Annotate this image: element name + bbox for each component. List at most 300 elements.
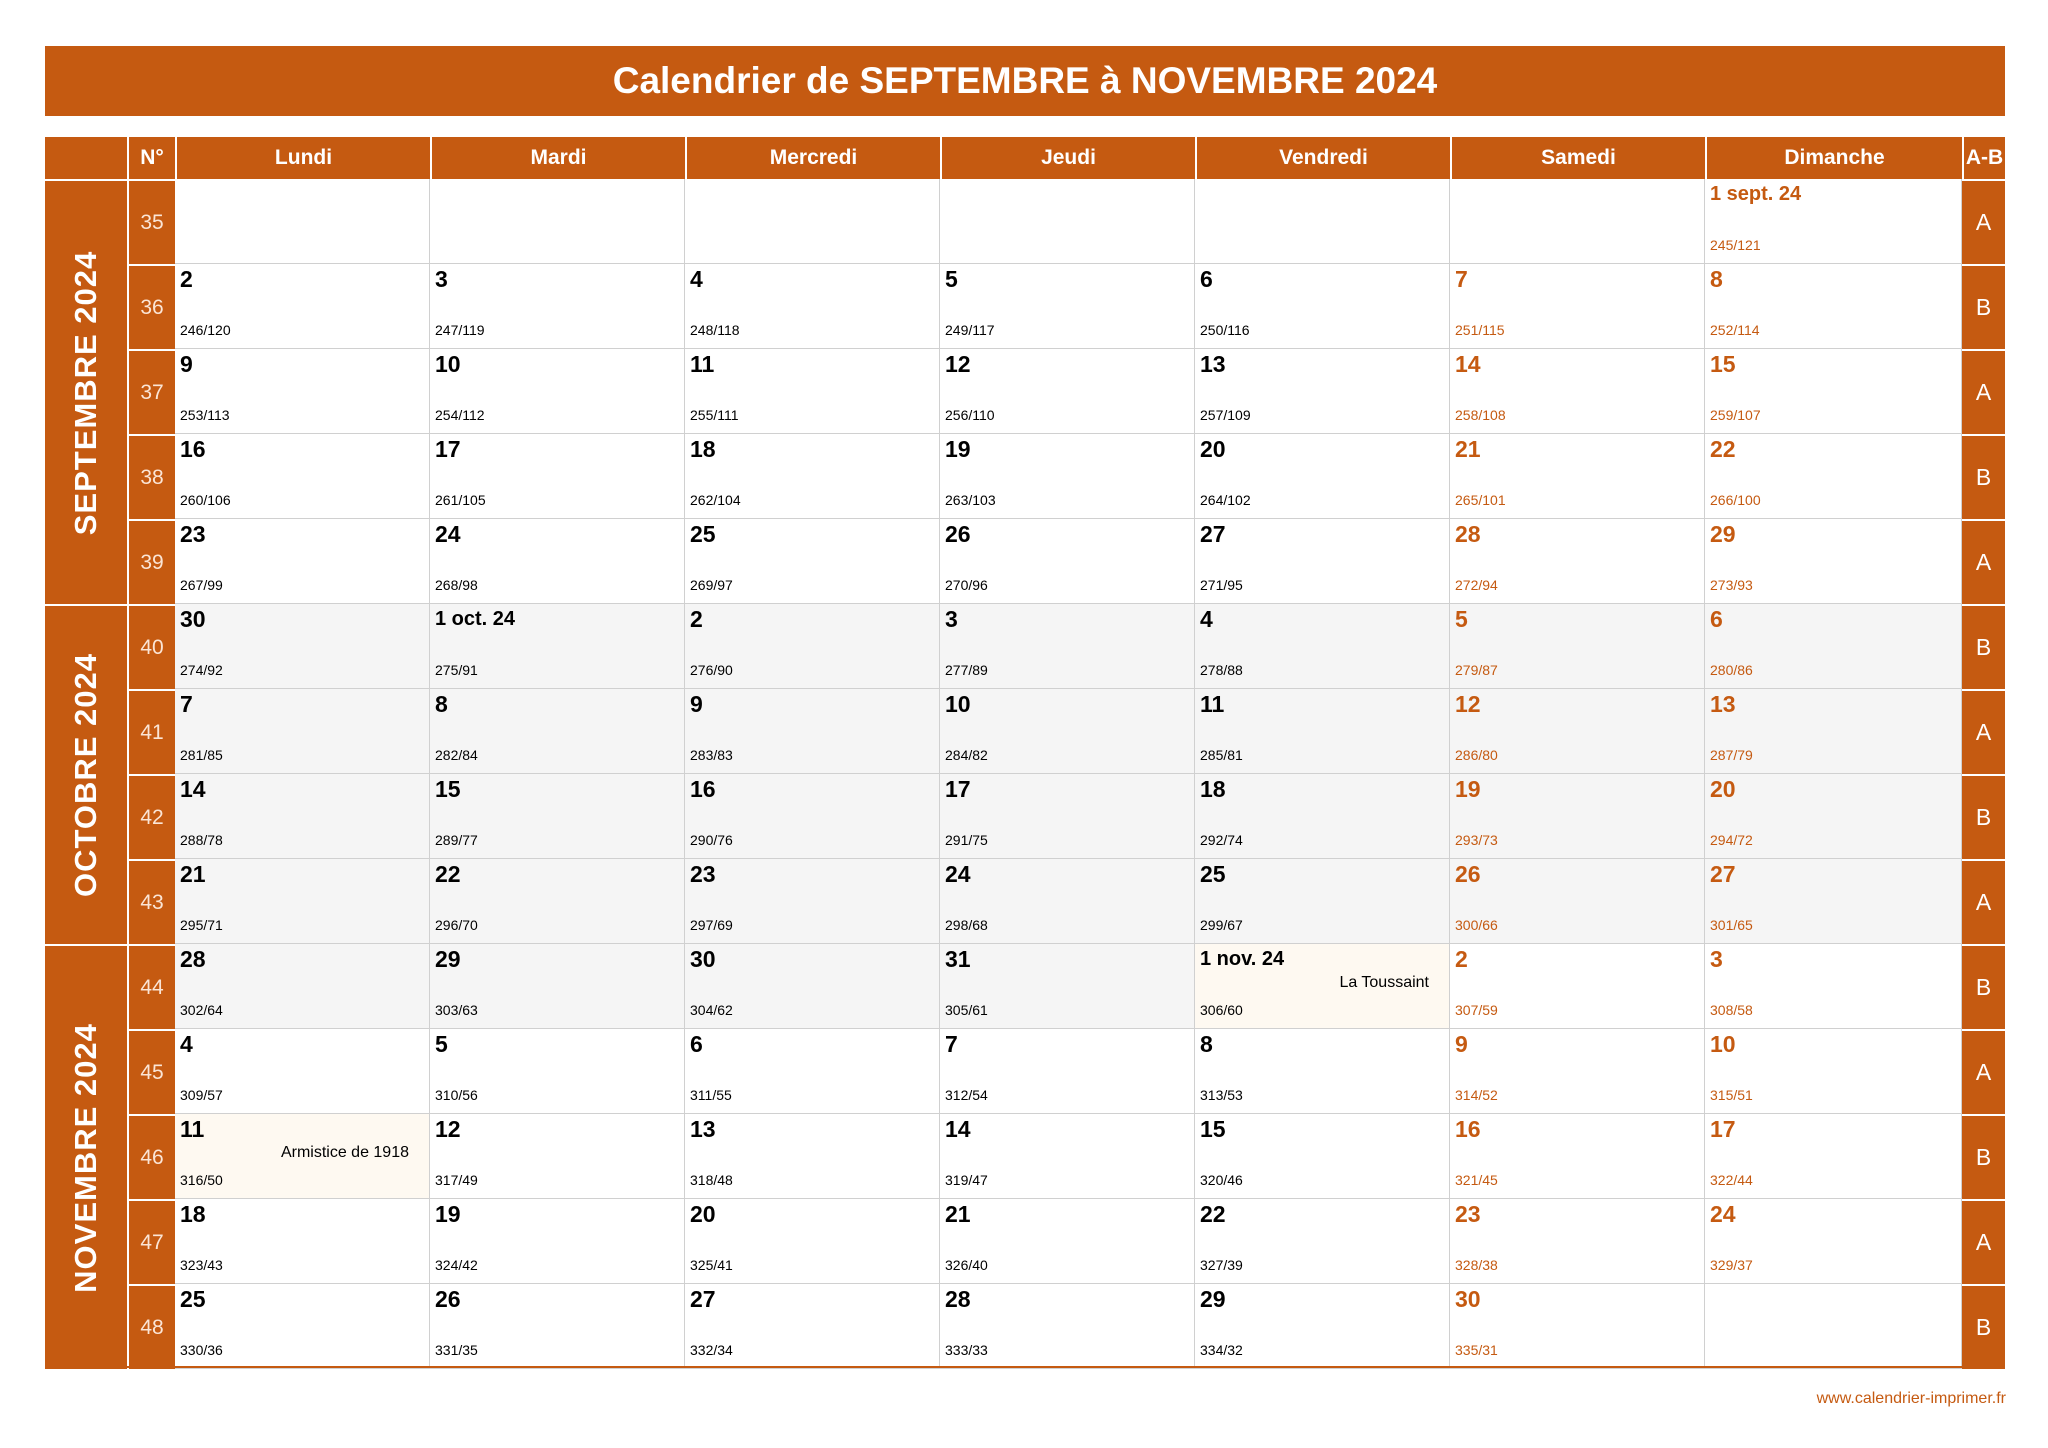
day-cell[interactable] — [1195, 944, 1450, 1029]
day-cell[interactable] — [175, 519, 430, 604]
day-cell[interactable] — [430, 1029, 685, 1114]
day-of-year: 248/118 — [690, 322, 740, 338]
day-cell[interactable] — [940, 1199, 1195, 1284]
day-number: 9 — [180, 351, 193, 377]
day-number: 14 — [1455, 351, 1481, 377]
day-cell[interactable] — [1705, 604, 1962, 689]
day-number: 24 — [945, 861, 971, 887]
day-of-year: 259/107 — [1710, 407, 1761, 423]
day-number: 1 oct. 24 — [435, 608, 516, 630]
day-number: 17 — [945, 776, 971, 802]
week-number: 40 — [127, 604, 175, 689]
day-of-year: 303/63 — [435, 1002, 478, 1018]
day-cell[interactable] — [940, 604, 1195, 689]
day-number: 31 — [945, 946, 971, 972]
day-number: 22 — [1710, 436, 1736, 462]
month-band — [45, 604, 127, 944]
day-number: 9 — [1455, 1031, 1468, 1057]
week-number: 47 — [127, 1199, 175, 1284]
day-number: 15 — [1710, 351, 1736, 377]
ab-week-label: B — [1962, 774, 2005, 859]
ab-week-label: B — [1962, 604, 2005, 689]
day-cell[interactable] — [940, 349, 1195, 434]
day-of-year: 335/31 — [1455, 1342, 1498, 1358]
day-cell[interactable] — [430, 1114, 685, 1199]
day-of-year: 304/62 — [690, 1002, 733, 1018]
day-cell[interactable] — [1705, 349, 1962, 434]
day-number: 19 — [1455, 776, 1481, 802]
day-number: 29 — [1710, 521, 1736, 547]
day-of-year: 261/105 — [435, 492, 486, 508]
day-of-year: 285/81 — [1200, 747, 1243, 763]
day-number: 25 — [690, 521, 716, 547]
day-of-year: 313/53 — [1200, 1087, 1243, 1103]
day-number: 5 — [945, 266, 958, 292]
day-number: 26 — [435, 1286, 461, 1312]
ab-week-label: A — [1962, 859, 2005, 944]
day-cell[interactable] — [940, 859, 1195, 944]
day-of-year: 258/108 — [1455, 407, 1506, 423]
day-number: 6 — [1200, 266, 1213, 292]
day-cell[interactable] — [1195, 774, 1450, 859]
day-cell[interactable] — [430, 264, 685, 349]
day-cell[interactable] — [1450, 519, 1705, 604]
day-number: 12 — [945, 351, 971, 377]
ab-week-label: B — [1962, 264, 2005, 349]
day-cell[interactable] — [1450, 264, 1705, 349]
day-number: 8 — [1200, 1031, 1213, 1057]
day-number: 24 — [1710, 1201, 1736, 1227]
day-number: 2 — [180, 266, 193, 292]
day-cell[interactable] — [175, 1029, 430, 1114]
day-number: 4 — [180, 1031, 193, 1057]
day-cell[interactable] — [175, 1114, 430, 1199]
day-number: 11 — [1200, 691, 1225, 717]
day-number: 2 — [690, 606, 703, 632]
day-number: 30 — [690, 946, 716, 972]
day-of-year: 315/51 — [1710, 1087, 1753, 1103]
day-number: 7 — [1455, 266, 1468, 292]
day-of-year: 317/49 — [435, 1172, 478, 1188]
day-number: 9 — [690, 691, 703, 717]
day-number: 30 — [180, 606, 206, 632]
day-of-year: 251/115 — [1455, 322, 1505, 338]
day-cell[interactable] — [1195, 434, 1450, 519]
header-corner — [45, 137, 127, 179]
day-number: 28 — [1455, 521, 1481, 547]
day-number: 2 — [1455, 946, 1468, 972]
week-number: 48 — [127, 1284, 175, 1369]
day-number: 4 — [690, 266, 703, 292]
day-number: 28 — [180, 946, 206, 972]
day-cell[interactable] — [685, 604, 940, 689]
day-of-year: 305/61 — [945, 1002, 988, 1018]
day-of-year: 281/85 — [180, 747, 223, 763]
ab-week-label: A — [1962, 349, 2005, 434]
day-of-year: 274/92 — [180, 662, 223, 678]
day-cell[interactable] — [175, 1199, 430, 1284]
day-cell[interactable] — [1450, 1114, 1705, 1199]
day-of-year: 302/64 — [180, 1002, 223, 1018]
day-of-year: 293/73 — [1455, 832, 1498, 848]
day-cell[interactable] — [685, 1029, 940, 1114]
empty-day-cell — [940, 179, 1195, 264]
day-cell[interactable] — [1450, 349, 1705, 434]
day-of-year: 331/35 — [435, 1342, 478, 1358]
empty-day-cell — [1450, 179, 1705, 264]
day-of-year: 252/114 — [1710, 322, 1760, 338]
day-cell[interactable] — [430, 604, 685, 689]
day-cell[interactable] — [1705, 179, 1962, 264]
day-of-year: 316/50 — [180, 1172, 223, 1188]
day-number: 27 — [1710, 861, 1736, 887]
week-number: 41 — [127, 689, 175, 774]
day-cell[interactable] — [1450, 689, 1705, 774]
day-number: 28 — [945, 1286, 971, 1312]
day-number: 26 — [945, 521, 971, 547]
day-of-year: 327/39 — [1200, 1257, 1243, 1273]
day-cell[interactable] — [940, 1114, 1195, 1199]
day-number: 16 — [180, 436, 206, 462]
day-cell[interactable] — [430, 774, 685, 859]
day-number: 8 — [435, 691, 448, 717]
day-number: 8 — [1710, 266, 1723, 292]
day-cell[interactable] — [940, 264, 1195, 349]
day-of-year: 291/75 — [945, 832, 988, 848]
header-ab: A-B — [1962, 137, 2005, 179]
day-of-year: 332/34 — [690, 1342, 733, 1358]
day-cell[interactable] — [1705, 434, 1962, 519]
day-cell[interactable] — [940, 519, 1195, 604]
day-cell[interactable] — [1705, 944, 1962, 1029]
ab-week-label: A — [1962, 689, 2005, 774]
month-band — [45, 944, 127, 1369]
day-cell[interactable] — [1450, 604, 1705, 689]
day-cell[interactable] — [685, 859, 940, 944]
day-of-year: 278/88 — [1200, 662, 1243, 678]
day-of-year: 321/45 — [1455, 1172, 1498, 1188]
day-of-year: 322/44 — [1710, 1172, 1753, 1188]
day-number: 7 — [945, 1031, 958, 1057]
day-of-year: 297/69 — [690, 917, 733, 933]
day-number: 17 — [1710, 1116, 1736, 1142]
day-cell[interactable] — [685, 519, 940, 604]
week-number: 37 — [127, 349, 175, 434]
day-cell[interactable] — [1195, 349, 1450, 434]
day-cell[interactable] — [685, 349, 940, 434]
day-of-year: 247/119 — [435, 322, 485, 338]
day-of-year: 253/113 — [180, 407, 230, 423]
day-number: 10 — [945, 691, 971, 717]
ab-week-label: A — [1962, 1029, 2005, 1114]
day-cell[interactable] — [940, 1029, 1195, 1114]
empty-day-cell — [685, 179, 940, 264]
day-of-year: 292/74 — [1200, 832, 1243, 848]
day-number: 5 — [435, 1031, 448, 1057]
day-of-year: 299/67 — [1200, 917, 1243, 933]
day-of-year: 300/66 — [1455, 917, 1498, 933]
day-cell[interactable] — [1450, 944, 1705, 1029]
day-cell[interactable] — [430, 434, 685, 519]
day-number: 13 — [1200, 351, 1226, 377]
day-number: 23 — [1455, 1201, 1481, 1227]
day-cell[interactable] — [1705, 689, 1962, 774]
day-cell[interactable] — [175, 434, 430, 519]
day-of-year: 312/54 — [945, 1087, 988, 1103]
week-number: 45 — [127, 1029, 175, 1114]
day-cell[interactable] — [940, 1284, 1195, 1369]
day-of-year: 329/37 — [1710, 1257, 1753, 1273]
day-cell[interactable] — [1705, 519, 1962, 604]
day-of-year: 319/47 — [945, 1172, 988, 1188]
day-of-year: 309/57 — [180, 1087, 223, 1103]
day-cell[interactable] — [1195, 264, 1450, 349]
day-cell[interactable] — [1195, 519, 1450, 604]
day-cell[interactable] — [1195, 689, 1450, 774]
day-cell[interactable] — [1195, 1284, 1450, 1369]
day-number: 13 — [690, 1116, 716, 1142]
day-number: 19 — [435, 1201, 461, 1227]
day-cell[interactable] — [685, 434, 940, 519]
day-of-year: 257/109 — [1200, 407, 1251, 423]
header-day-thursday: Jeudi — [940, 137, 1195, 179]
day-of-year: 333/33 — [945, 1342, 988, 1358]
day-number: 11 — [180, 1116, 205, 1142]
day-of-year: 287/79 — [1710, 747, 1753, 763]
day-number: 10 — [435, 351, 461, 377]
ab-week-label: B — [1962, 434, 2005, 519]
day-cell[interactable] — [685, 264, 940, 349]
day-of-year: 334/32 — [1200, 1342, 1243, 1358]
day-of-year: 246/120 — [180, 322, 231, 338]
day-cell[interactable] — [175, 264, 430, 349]
day-cell[interactable] — [940, 774, 1195, 859]
header-day-sunday: Dimanche — [1705, 137, 1962, 179]
month-band — [45, 179, 127, 604]
day-of-year: 308/58 — [1710, 1002, 1753, 1018]
day-of-year: 269/97 — [690, 577, 733, 593]
day-cell[interactable] — [1705, 774, 1962, 859]
day-of-year: 277/89 — [945, 662, 988, 678]
day-cell[interactable] — [685, 1199, 940, 1284]
day-of-year: 298/68 — [945, 917, 988, 933]
day-cell[interactable] — [1450, 1029, 1705, 1114]
day-cell[interactable] — [430, 859, 685, 944]
day-number: 12 — [435, 1116, 461, 1142]
day-cell[interactable] — [685, 1114, 940, 1199]
day-of-year: 310/56 — [435, 1087, 478, 1103]
empty-day-cell — [175, 179, 430, 264]
day-of-year: 279/87 — [1455, 662, 1498, 678]
day-number: 15 — [435, 776, 461, 802]
day-cell[interactable] — [1195, 604, 1450, 689]
day-of-year: 272/94 — [1455, 577, 1498, 593]
ab-week-label: B — [1962, 944, 2005, 1029]
day-number: 25 — [1200, 861, 1226, 887]
day-number: 20 — [690, 1201, 716, 1227]
day-number: 18 — [1200, 776, 1226, 802]
day-number: 24 — [435, 521, 461, 547]
day-cell[interactable] — [1450, 1284, 1705, 1369]
day-cell[interactable] — [1450, 1199, 1705, 1284]
week-number: 35 — [127, 179, 175, 264]
day-of-year: 286/80 — [1455, 747, 1498, 763]
day-of-year: 275/91 — [435, 662, 478, 678]
day-cell[interactable] — [685, 774, 940, 859]
day-of-year: 262/104 — [690, 492, 741, 508]
week-number: 36 — [127, 264, 175, 349]
day-cell[interactable] — [175, 1284, 430, 1369]
ab-week-label: A — [1962, 179, 2005, 264]
day-of-year: 288/78 — [180, 832, 223, 848]
day-cell[interactable] — [685, 689, 940, 774]
day-cell[interactable] — [175, 349, 430, 434]
day-number: 25 — [180, 1286, 206, 1312]
day-cell[interactable] — [1195, 1029, 1450, 1114]
day-cell[interactable] — [1705, 264, 1962, 349]
day-number: 4 — [1200, 606, 1213, 632]
day-number: 5 — [1455, 606, 1468, 632]
day-cell[interactable] — [1705, 1114, 1962, 1199]
day-cell[interactable] — [685, 1284, 940, 1369]
day-of-year: 254/112 — [435, 407, 485, 423]
day-number: 13 — [1710, 691, 1736, 717]
header-day-tuesday: Mardi — [430, 137, 685, 179]
day-number: 16 — [1455, 1116, 1481, 1142]
day-cell[interactable] — [1450, 859, 1705, 944]
day-cell[interactable] — [175, 604, 430, 689]
day-of-year: 265/101 — [1455, 492, 1506, 508]
day-of-year: 289/77 — [435, 832, 478, 848]
day-cell[interactable] — [1450, 774, 1705, 859]
day-cell[interactable] — [430, 519, 685, 604]
day-number: 15 — [1200, 1116, 1226, 1142]
day-cell[interactable] — [1450, 434, 1705, 519]
day-cell[interactable] — [430, 689, 685, 774]
day-number: 14 — [945, 1116, 971, 1142]
day-number: 21 — [1455, 436, 1481, 462]
day-of-year: 282/84 — [435, 747, 478, 763]
day-of-year: 328/38 — [1455, 1257, 1498, 1273]
day-of-year: 249/117 — [945, 322, 995, 338]
week-number: 38 — [127, 434, 175, 519]
day-number: 19 — [945, 436, 971, 462]
header-day-monday: Lundi — [175, 137, 430, 179]
day-number: 26 — [1455, 861, 1481, 887]
day-of-year: 260/106 — [180, 492, 231, 508]
day-number: 17 — [435, 436, 461, 462]
day-cell[interactable] — [430, 1199, 685, 1284]
day-of-year: 273/93 — [1710, 577, 1753, 593]
week-number: 39 — [127, 519, 175, 604]
day-of-year: 306/60 — [1200, 1002, 1243, 1018]
day-cell[interactable] — [430, 1284, 685, 1369]
day-of-year: 324/42 — [435, 1257, 478, 1273]
day-cell[interactable] — [175, 689, 430, 774]
day-of-year: 326/40 — [945, 1257, 988, 1273]
week-number: 43 — [127, 859, 175, 944]
day-number: 29 — [435, 946, 461, 972]
day-of-year: 323/43 — [180, 1257, 223, 1273]
day-cell[interactable] — [1195, 1199, 1450, 1284]
day-cell[interactable] — [940, 944, 1195, 1029]
day-cell[interactable] — [430, 944, 685, 1029]
day-of-year: 294/72 — [1710, 832, 1753, 848]
day-number: 20 — [1200, 436, 1226, 462]
day-of-year: 276/90 — [690, 662, 733, 678]
day-number: 1 sept. 24 — [1710, 183, 1802, 205]
day-of-year: 266/100 — [1710, 492, 1761, 508]
holiday-label: Armistice de 1918 — [280, 1144, 409, 1161]
day-cell[interactable] — [1195, 1114, 1450, 1199]
day-cell[interactable] — [940, 434, 1195, 519]
day-number: 10 — [1710, 1031, 1736, 1057]
day-cell[interactable] — [940, 689, 1195, 774]
day-number: 23 — [180, 521, 206, 547]
day-number: 22 — [435, 861, 461, 887]
day-of-year: 280/86 — [1710, 662, 1753, 678]
ab-week-label: B — [1962, 1284, 2005, 1369]
day-of-year: 301/65 — [1710, 917, 1753, 933]
footer-url[interactable]: www.calendrier-imprimer.fr — [1816, 1390, 2006, 1407]
day-of-year: 264/102 — [1200, 492, 1251, 508]
header-week-number: N° — [127, 137, 175, 179]
day-number: 6 — [690, 1031, 703, 1057]
day-number: 20 — [1710, 776, 1736, 802]
day-of-year: 255/111 — [690, 407, 739, 423]
week-number: 44 — [127, 944, 175, 1029]
day-cell[interactable] — [430, 349, 685, 434]
day-number: 29 — [1200, 1286, 1226, 1312]
day-cell[interactable] — [1705, 859, 1962, 944]
day-number: 1 nov. 24 — [1200, 948, 1285, 970]
day-number: 7 — [180, 691, 193, 717]
month-label: SEPTEMBRE 2024 — [68, 250, 103, 535]
day-number: 14 — [180, 776, 206, 802]
day-cell[interactable] — [175, 859, 430, 944]
day-of-year: 314/52 — [1455, 1087, 1498, 1103]
day-cell[interactable] — [1195, 859, 1450, 944]
day-cell[interactable] — [1705, 1199, 1962, 1284]
day-number: 18 — [690, 436, 716, 462]
day-of-year: 263/103 — [945, 492, 996, 508]
empty-day-cell — [1705, 1284, 1962, 1369]
day-of-year: 283/83 — [690, 747, 733, 763]
week-number: 42 — [127, 774, 175, 859]
day-of-year: 311/55 — [690, 1087, 732, 1103]
day-number: 3 — [1710, 946, 1723, 972]
day-cell[interactable] — [685, 944, 940, 1029]
ab-week-label: A — [1962, 1199, 2005, 1284]
day-cell[interactable] — [1705, 1029, 1962, 1114]
day-of-year: 325/41 — [690, 1257, 733, 1273]
day-number: 3 — [435, 266, 448, 292]
day-of-year: 256/110 — [945, 407, 995, 423]
day-of-year: 268/98 — [435, 577, 478, 593]
week-number: 46 — [127, 1114, 175, 1199]
day-number: 6 — [1710, 606, 1723, 632]
day-of-year: 290/76 — [690, 832, 733, 848]
day-number: 18 — [180, 1201, 206, 1227]
empty-day-cell — [430, 179, 685, 264]
month-label: NOVEMBRE 2024 — [68, 1022, 103, 1293]
day-number: 21 — [945, 1201, 971, 1227]
day-number: 3 — [945, 606, 958, 632]
day-cell[interactable] — [175, 944, 430, 1029]
day-cell[interactable] — [175, 774, 430, 859]
day-number: 21 — [180, 861, 206, 887]
day-number: 27 — [1200, 521, 1226, 547]
